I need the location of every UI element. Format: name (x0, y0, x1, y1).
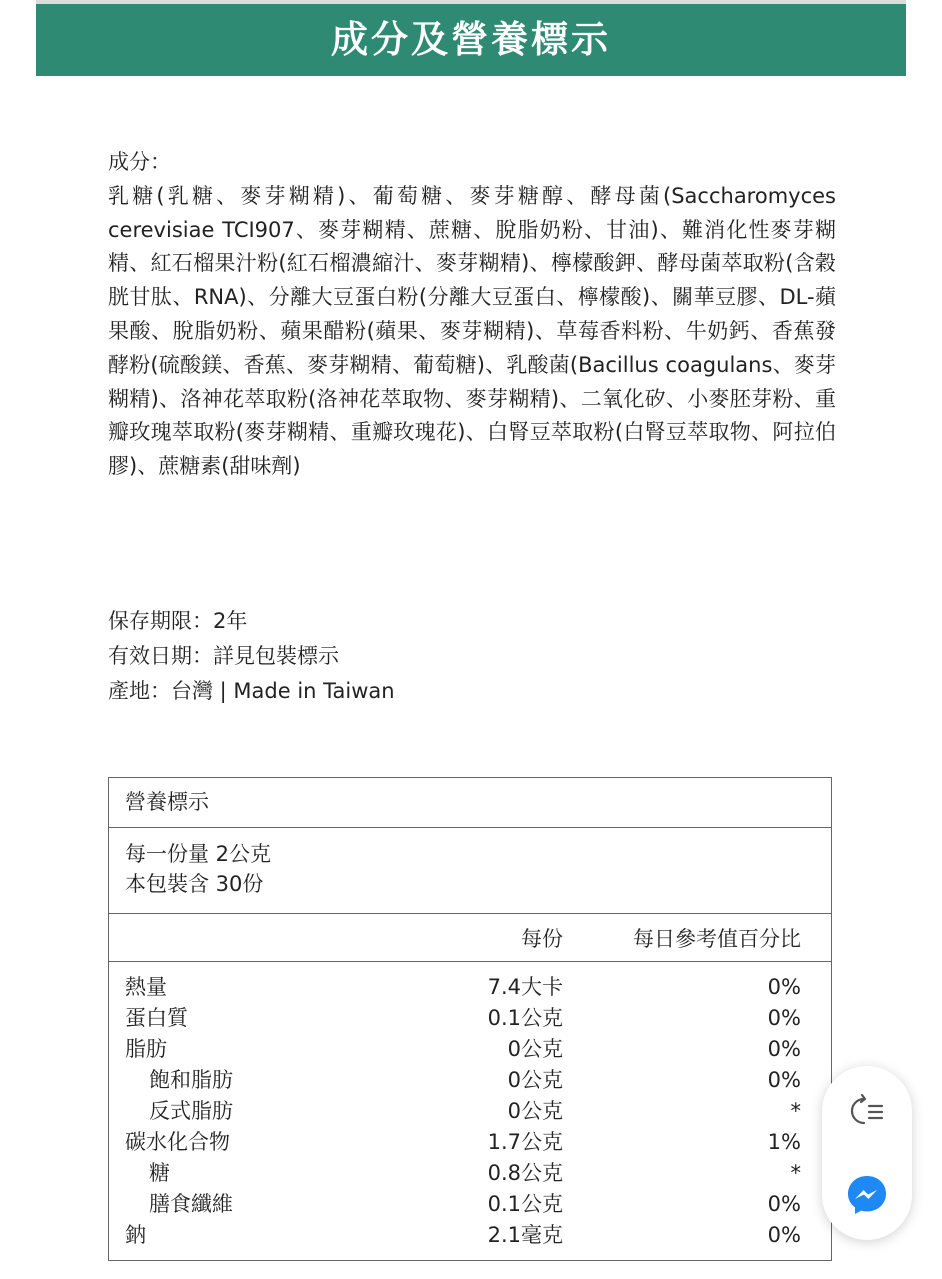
nutrient-name: 鈉 (125, 1223, 146, 1247)
ingredients-heading: 成分： (108, 150, 171, 174)
nutrient-daily-percent: 0% (767, 1223, 801, 1247)
nutrient-name: 膳食纖維 (149, 1192, 233, 1216)
nutrient-name: 反式脂肪 (149, 1099, 233, 1123)
nutrient-name: 飽和脂肪 (149, 1068, 233, 1092)
nutrient-per-serving: 0.1公克 (487, 1192, 563, 1216)
ingredients-text: 乳糖(乳糖、麥芽糊精)、葡萄糖、麥芽糖醇、酵母菌(Saccharomyces cerevisiae TCI907、麥芽糊精、蔗糖、脫脂奶粉、甘油)、難消化性麥芽糊精、紅石榴果汁粉(紅石榴濃縮汁、麥芽糊精)、檸檬酸鉀、酵母菌萃取粉(含穀胱甘肽、RNA)、分離大豆蛋白粉(分離大豆蛋白、檸檬酸)、關華豆膠、DL-蘋果酸、脫脂奶粉、蘋果醋粉(蘋果、麥芽糊精)、草莓香料粉、牛奶鈣、香蕉發酵粉(硫酸鎂、香蕉、麥芽糊精、葡萄糖)、乳酸菌(Bacillus coagulans、麥芽糊精)、洛神花萃取粉(洛神花萃取物、麥芽糊精)、二氧化矽、小麥胚芽粉、重瓣玫瑰萃取粉(麥芽糊精、重瓣玫瑰花)、白腎豆萃取粉(白腎豆萃取物、阿拉伯膠)、蔗糖素(甜味劑) (108, 183, 836, 479)
nutrient-row-energy (109, 972, 831, 1003)
nutrient-daily-percent: 0% (767, 1006, 801, 1030)
nutrient-row-carbohydrate (109, 1127, 831, 1158)
nutrition-title: 營養標示 (109, 778, 831, 828)
nutrient-daily-percent: 0% (767, 1068, 801, 1092)
nutrient-per-serving: 0公克 (507, 1037, 563, 1061)
table-of-contents-button[interactable] (842, 1086, 892, 1136)
nutrient-per-serving: 0公克 (507, 1099, 563, 1123)
nutrient-row-sugar (109, 1158, 831, 1189)
origin: 產地：台灣 | Made in Taiwan (108, 679, 395, 703)
nutrient-row-saturated-fat (109, 1065, 831, 1096)
nutrient-name: 脂肪 (125, 1037, 167, 1061)
nutrient-per-serving: 0公克 (507, 1068, 563, 1092)
product-meta (108, 604, 395, 709)
nutrient-row-trans-fat (109, 1096, 831, 1127)
nutrient-row-sodium (109, 1220, 831, 1251)
nutrient-daily-percent: * (790, 1099, 801, 1123)
shelf-life: 保存期限：2年 (108, 609, 248, 633)
nutrient-per-serving: 2.1毫克 (487, 1223, 563, 1247)
expiry-date: 有效日期：詳見包裝標示 (108, 644, 339, 668)
nutrient-daily-percent: * (790, 1161, 801, 1185)
serving-info (109, 828, 831, 914)
messenger-icon (842, 1170, 892, 1220)
nutrient-row-protein (109, 1003, 831, 1034)
nutrient-per-serving: 1.7公克 (487, 1130, 563, 1154)
nutrient-name: 熱量 (125, 975, 167, 999)
nutrient-name: 蛋白質 (125, 1006, 188, 1030)
nutrient-name: 碳水化合物 (125, 1130, 230, 1154)
nutrient-daily-percent: 0% (767, 1192, 801, 1216)
header-daily-percent: 每日參考值百分比 (633, 927, 801, 951)
nutrient-daily-percent: 1% (767, 1130, 801, 1154)
banner-title: 成分及營養標示 (331, 18, 611, 61)
floating-action-panel (822, 1066, 912, 1240)
servings-per-pack: 本包裝含 30份 (125, 872, 264, 896)
nutrition-rows (109, 962, 831, 1251)
messenger-button[interactable] (842, 1170, 892, 1220)
nutrient-per-serving: 7.4大卡 (487, 975, 563, 999)
section-banner (36, 4, 906, 76)
nutrient-row-fat (109, 1034, 831, 1065)
nutrient-per-serving: 0.8公克 (487, 1161, 563, 1185)
header-per-serving: 每份 (521, 927, 563, 951)
ingredients-section (108, 146, 836, 484)
nutrient-row-fiber (109, 1189, 831, 1220)
serving-size: 每一份量 2公克 (125, 842, 272, 866)
nutrient-daily-percent: 0% (767, 1037, 801, 1061)
nutrition-header-row (109, 914, 831, 962)
nutrient-name: 糖 (149, 1161, 170, 1185)
nutrient-daily-percent: 0% (767, 975, 801, 999)
nutrient-per-serving: 0.1公克 (487, 1006, 563, 1030)
nutrition-table (108, 777, 832, 1261)
list-icon (842, 1086, 892, 1136)
